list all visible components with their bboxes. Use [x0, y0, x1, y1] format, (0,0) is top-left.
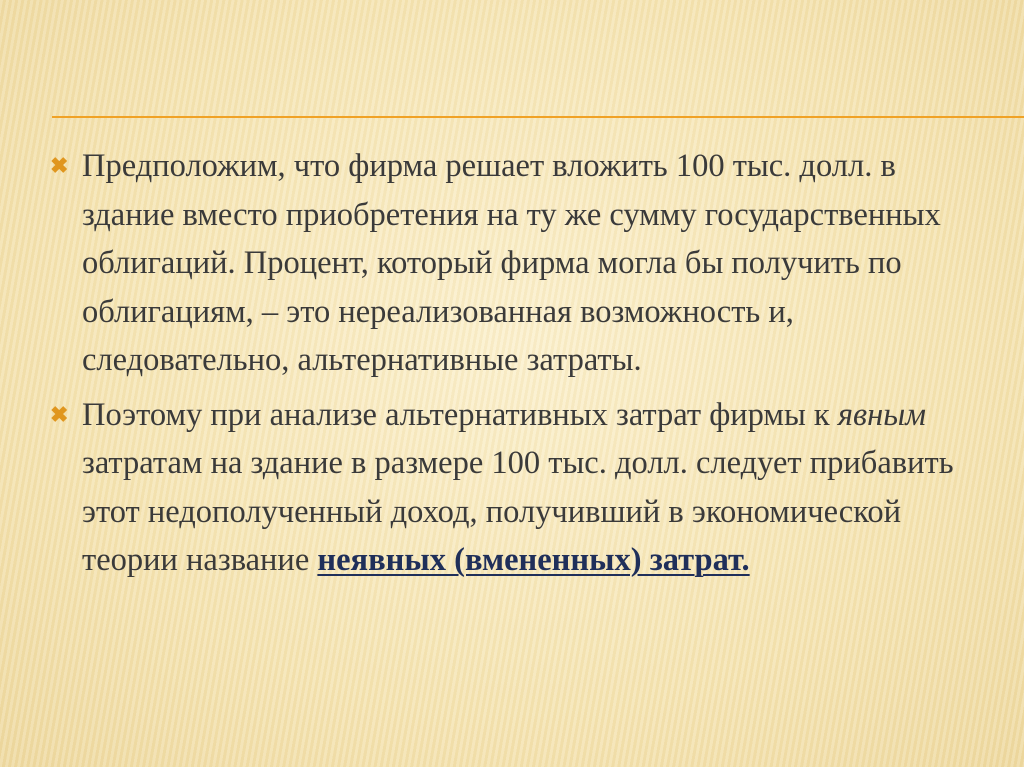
decorative-top-rule — [52, 116, 1024, 118]
bullet-1-text: Предположим, что фирма решает вложить 100 тыс. долл. в здание вместо приобретения на ту же сумму государственных облигаций. Процент, который фирма могла бы получить по облигациям, – это нереализованная возможность и, следовательно, альтернативные затраты. — [82, 148, 941, 378]
bullet-2-text-before: Поэтому при анализе альтернативных затрат фирмы к — [82, 396, 838, 433]
bullet-2-key-term: неявных (вмененных) затрат. — [317, 542, 750, 578]
x-mark-icon: ✖ — [50, 153, 69, 178]
bullet-item-2 — [44, 391, 984, 585]
bullet-item-1 — [44, 142, 984, 385]
slide-content — [44, 142, 984, 585]
x-mark-icon: ✖ — [50, 401, 69, 427]
bullet-2-emphasis: явным — [837, 396, 926, 433]
bullet-2-text-after: затратам на здание в размере 100 тыс. долл. следует прибавить этот недополученный доход, получивший в экономической теории название — [82, 445, 954, 578]
